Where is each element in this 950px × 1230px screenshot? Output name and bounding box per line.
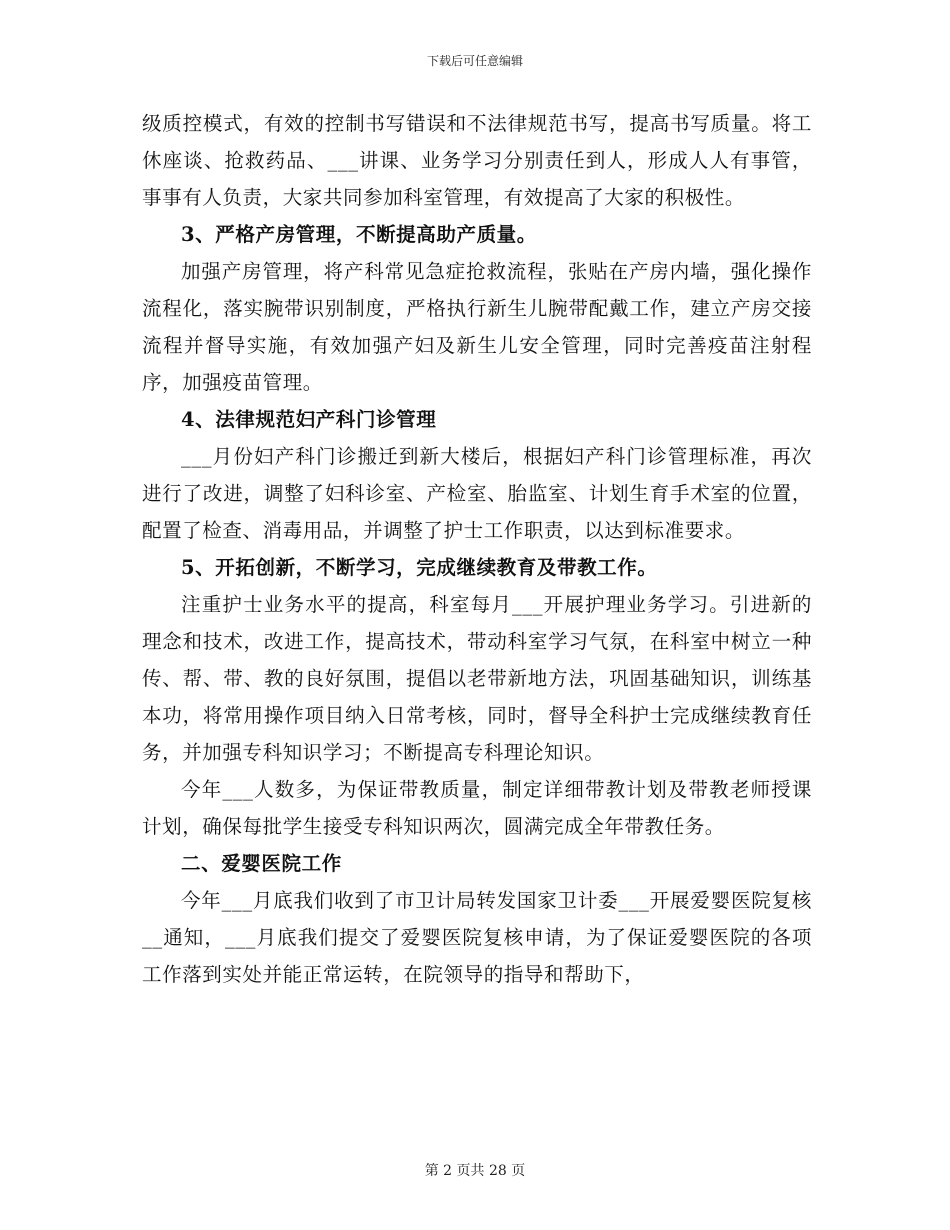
paragraph-baby-friendly: 今年___月底我们收到了市卫计局转发国家卫计委___开展爱婴医院复核__通知，___月底我们提交了爱婴医院复核申请，为了保证爱婴医院的各项工作落到实处并能正常运转，在院领导的指导和帮助下，: [142, 889, 812, 986]
paragraph-education: 注重护士业务水平的提高，科室每月___开展护理业务学习。引进新的理念和技术，改进工作，提高技术，带动科室学习气氛，在科室中树立一种传、帮、带、教的良好氛围，提倡以老带新地方法，巩固基础知识，训练基本功，将常用操作项目纳入日常考核，同时，督导全科护士完成继续教育任务，并加强专科知识学习；不断提高专科理论知识。: [142, 593, 812, 764]
heading-education: 5、开拓创新，不断学习，完成继续教育及带教工作。: [181, 556, 658, 579]
page-footer: 第 2 页共 28 页: [424, 1163, 526, 1179]
paragraph-delivery-room: 加强产房管理，将产科常见急症抢救流程，张贴在产房内墙，强化操作流程化，落实腕带识别制度，严格执行新生儿腕带配戴工作，建立产房交接流程并督导实施，有效加强产妇及新生儿安全管理，同时完善疫苗注射程序，加强疫苗管理。: [142, 260, 812, 394]
heading-delivery-room: 3、严格产房管理，不断提高助产质量。: [181, 223, 537, 246]
heading-outpatient: 4、法律规范妇产科门诊管理: [181, 408, 437, 431]
paragraph-quality-control: 级质控模式，有效的控制书写错误和不法律规范书写，提高书写质量。将工休座谈、抢救药品、___讲课、业务学习分别责任到人，形成人人有事管，事事有人负责，大家共同参加科室管理，有效提高了大家的积极性。: [142, 112, 812, 209]
page-header: 下载后可任意编辑: [426, 54, 523, 68]
paragraph-teaching: 今年___人数多，为保证带教质量，制定详细带教计划及带教老师授课计划，确保每批学生接受专科知识两次，圆满完成全年带教任务。: [142, 778, 812, 838]
document-body: [142, 105, 812, 993]
heading-baby-friendly: 二、爱婴医院工作: [181, 852, 342, 875]
paragraph-outpatient: ___月份妇产科门诊搬迁到新大楼后，根据妇产科门诊管理标准，再次进行了改进，调整了妇科诊室、产检室、胎监室、计划生育手术室的位置，配置了检查、消毒用品，并调整了护士工作职责，以达到标准要求。: [142, 445, 812, 542]
